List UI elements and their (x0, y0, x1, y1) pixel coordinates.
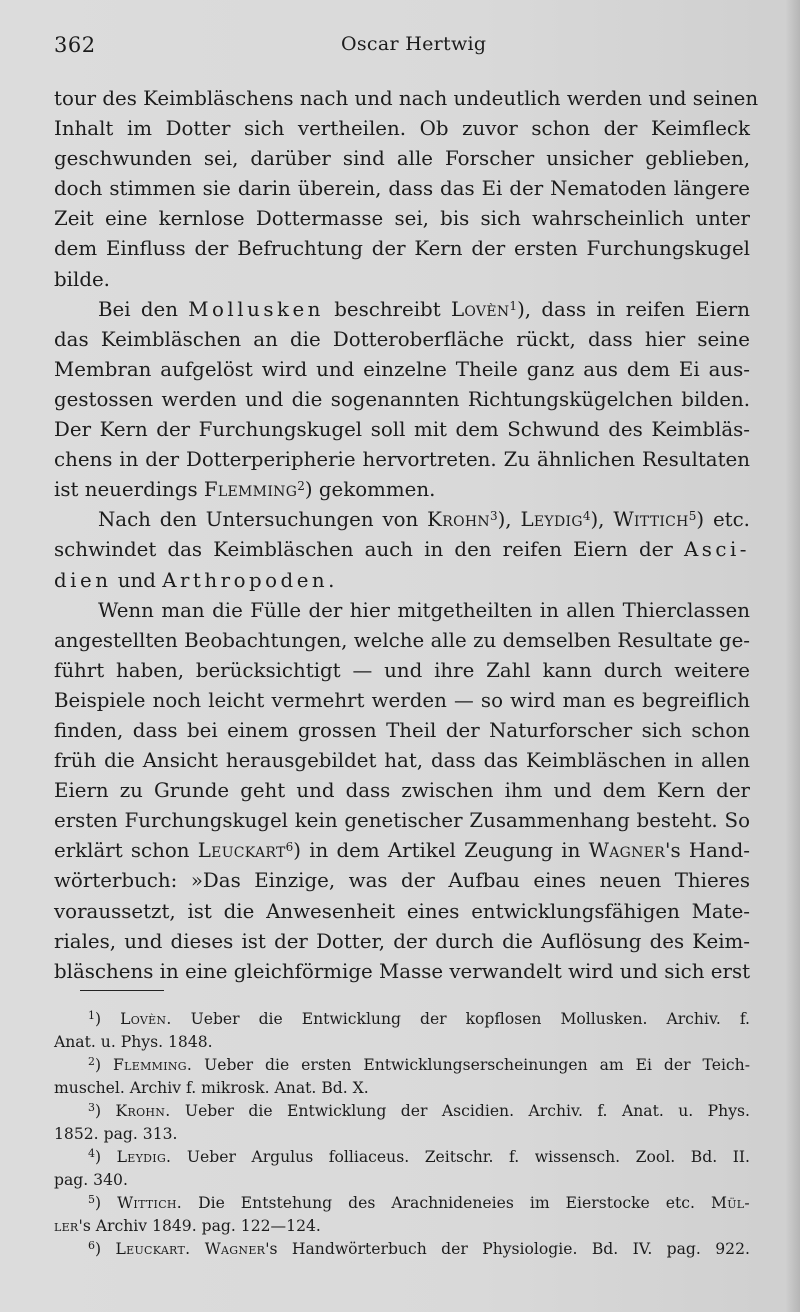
author-name: Leuckart (197, 839, 286, 863)
footnote-rule (80, 990, 164, 991)
footnote-mark: 3 (88, 1101, 95, 1114)
text-line: dem Einfluss der Befruchtung der Kern der ersten Furchungskugel (54, 237, 750, 261)
text-run: ist neuerdings (54, 478, 198, 502)
text-line: doch stimmen sie darin überein, dass das Ei der Nematoden längere (54, 177, 750, 201)
footnote-ref: 3 (489, 509, 498, 524)
text-line: angestellten Beobachtungen, welche alle zu demselben Resultate ge- (54, 628, 750, 652)
footnote-mark: 1 (88, 1009, 95, 1022)
author-name: Leydig (520, 508, 583, 532)
text-run: erklärt schon (54, 839, 190, 863)
text-line: finden, dass bei einem grossen Theil der Naturforscher sich schon (54, 718, 750, 742)
footnote-mark: 4 (88, 1147, 95, 1160)
footnotes (54, 1008, 750, 1261)
text-run: 's Hand- (665, 839, 750, 863)
text-line: Zeit eine kernlose Dottermasse sei, bis sich wahrscheinlich unter (54, 207, 750, 231)
footnote-ref: 1 (509, 298, 518, 313)
text-line: Eiern zu Grunde geht und dass zwischen ihm und dem Kern der (54, 779, 750, 803)
text-line: Membran aufgelöst wird und einzelne Theile ganz aus dem Ei aus- (54, 357, 750, 381)
running-title: Oscar Hertwig (341, 33, 487, 55)
text-line: bläschens in eine gleichförmige Masse verwandelt wird und sich erst (54, 959, 751, 983)
text-run: gekommen. (318, 478, 436, 502)
text-line: bilde. (54, 267, 110, 291)
page-edge-shadow (786, 0, 800, 1312)
text-line: Nach den Untersuchungen von Krohn$^3$), Leydig$^4$), Wittich$^5$) etc. (98, 508, 750, 532)
spaced-term: Arthropoden. (162, 568, 338, 592)
text-line: riales, und dieses ist der Dotter, der durch die Auflösung des Keim- (54, 929, 750, 953)
footnote-line (54, 1215, 750, 1238)
author-name: Wagner (588, 839, 666, 863)
footnote-line: $^5$) Wittich. Die Entstehung des Arachnideneies im Eierstocke etc. Mül- (88, 1193, 750, 1212)
text-run: etc. (712, 508, 750, 532)
footnote-ref: 5 (688, 509, 697, 524)
spaced-term: Mollusken (188, 297, 324, 321)
footnote-text: Ueber Argulus folliaceus. Zeitschr. f. wissensch. Zool. Bd. II. (186, 1148, 750, 1166)
text-run: , (505, 508, 512, 532)
text-line: ist neuerdings Flemming$^2$) gekommen. (54, 478, 436, 502)
footnote-text: Ueber die ersten Entwicklungserscheinungen am Ei der Teich- (204, 1056, 750, 1074)
footnote-ref: 2 (297, 479, 305, 494)
text-line: erklärt schon Leuckart$^6$) in dem Artikel Zeugung in Wagner's Hand- (54, 839, 750, 863)
text-line: ersten Furchungskugel kein genetischer Zusammenhang besteht. So (54, 809, 750, 833)
author-name: Lovèn (450, 297, 510, 321)
footnote-text: 's Archiv 1849. pag. 122—124. (78, 1217, 321, 1235)
footnote-mark: 6 (88, 1239, 95, 1252)
footnote-author: Krohn. (115, 1102, 171, 1120)
text-run: Bei den (98, 297, 178, 321)
running-head (54, 33, 750, 63)
text-line: früh die Ansicht herausgebildet hat, dass das Keimbläschen in allen (54, 749, 750, 773)
text-line: das Keimbläschen an die Dotteroberfläche rückt, dass hier seine (54, 327, 750, 351)
footnote-author: Leuckart. (115, 1240, 191, 1258)
text-run: beschreibt (334, 297, 441, 321)
text-line: Wenn man die Fülle der hier mitgetheilten in allen Thierclassen (98, 598, 750, 622)
text-line: Inhalt im Dotter sich vertheilen. Ob zuvor schon der Keimfleck (54, 117, 750, 141)
text-run: Nach den Untersuchungen von (98, 508, 419, 532)
footnote-author: Flemming. (113, 1056, 193, 1074)
footnote-author: ler (54, 1217, 79, 1235)
footnote-author: Wagner (204, 1240, 266, 1258)
page-number: 362 (54, 33, 96, 57)
footnote-text: 's Handwörterbuch der Physiologie. Bd. IV. pag. 922. (265, 1240, 750, 1258)
text-line: voraussetzt, ist die Anwesenheit eines entwicklungsfähigen Mate- (54, 899, 750, 923)
text-line: geschwunden sei, darüber sind alle Forscher unsicher geblieben, (54, 147, 750, 171)
quote-start: »Das Einzige, (190, 869, 336, 893)
spaced-term: dien (54, 568, 112, 592)
text-line: tour des Keimbläschens nach und nach undeutlich werden und seinen (54, 87, 759, 110)
footnote-mark: 5 (88, 1193, 95, 1206)
footnote-mark: 2 (88, 1055, 95, 1068)
text-line: Beispiele noch leicht vermehrt werden — so wird man es begreiflich (54, 688, 750, 712)
text-run: , dass in reifen Eiern (524, 297, 750, 321)
footnote-ref: 4 (582, 509, 591, 524)
footnote-line: $^3$) Krohn. Ueber die Entwicklung der Ascidien. Archiv. f. Anat. u. Phys. (88, 1101, 750, 1120)
footnote-author: Mül- (710, 1194, 750, 1212)
footnote-line: $^4$) Leydig. Ueber Argulus folliaceus. Zeitschr. f. wissensch. Zool. Bd. II. (88, 1147, 750, 1166)
text-line: Der Kern der Furchungskugel soll mit dem Schwund des Keimbläs- (54, 418, 750, 442)
footnote-line: $^6$) Leuckart. Wagner's Handwörterbuch der Physiologie. Bd. IV. pag. 922. (88, 1239, 750, 1258)
footnote-line: $^2$) Flemming. Ueber die ersten Entwicklungserscheinungen am Ei der Teich- (88, 1055, 750, 1074)
author-name: Wittich (613, 508, 689, 532)
author-name: Flemming (203, 478, 298, 502)
text-run: was der Aufbau eines neuen Thieres (348, 869, 750, 893)
footnote-line: pag. 340. (54, 1171, 128, 1189)
footnote-text: Die Entstehung des Arachnideneies im Eierstocke etc. (198, 1194, 695, 1212)
footnote-line: 1852. pag. 313. (54, 1125, 178, 1143)
text-run: wörterbuch: (54, 869, 178, 893)
body-text (54, 84, 759, 987)
text-line: Bei den Mollusken beschreibt Lovèn$^1$), dass in reifen Eiern (98, 297, 750, 321)
footnote-author: Wittich. (117, 1194, 183, 1212)
spaced-term: Asci- (683, 538, 750, 562)
footnote-author: Lovèn. (120, 1010, 172, 1028)
text-run: und (117, 568, 156, 592)
text-run: , (598, 508, 605, 532)
footnote-text: Ueber die Entwicklung der kopflosen Mollusken. Archiv. f. (190, 1010, 750, 1028)
footnote-text: Ueber die Entwicklung der Ascidien. Archiv. f. Anat. u. Phys. (184, 1102, 750, 1120)
footnote-ref: 6 (285, 840, 294, 855)
footnote-line: $^1$) Lovèn. Ueber die Entwicklung der kopflosen Mollusken. Archiv. f. (88, 1009, 750, 1028)
footnote-author: Leydig. (116, 1148, 172, 1166)
text-line (54, 866, 750, 896)
footnote-line: muschel. Archiv f. mikrosk. Anat. Bd. X. (54, 1079, 369, 1097)
text-line: chens in der Dotterperipherie hervortreten. Zu ähnlichen Resultaten (54, 448, 750, 472)
text-line: gestossen werden und die sogenannten Richtungskügelchen bilden. (54, 387, 750, 411)
footnote-line: Anat. u. Phys. 1848. (54, 1033, 213, 1051)
text-line: führt haben, berücksichtigt — und ihre Zahl kann durch weitere (54, 658, 750, 682)
text-run: in dem Artikel Zeugung in (309, 839, 581, 863)
text-run: schwindet das Keimbläschen auch in den reifen Eiern der (54, 538, 673, 562)
text-line (54, 535, 750, 565)
text-line (54, 566, 750, 596)
author-name: Krohn (427, 508, 490, 532)
